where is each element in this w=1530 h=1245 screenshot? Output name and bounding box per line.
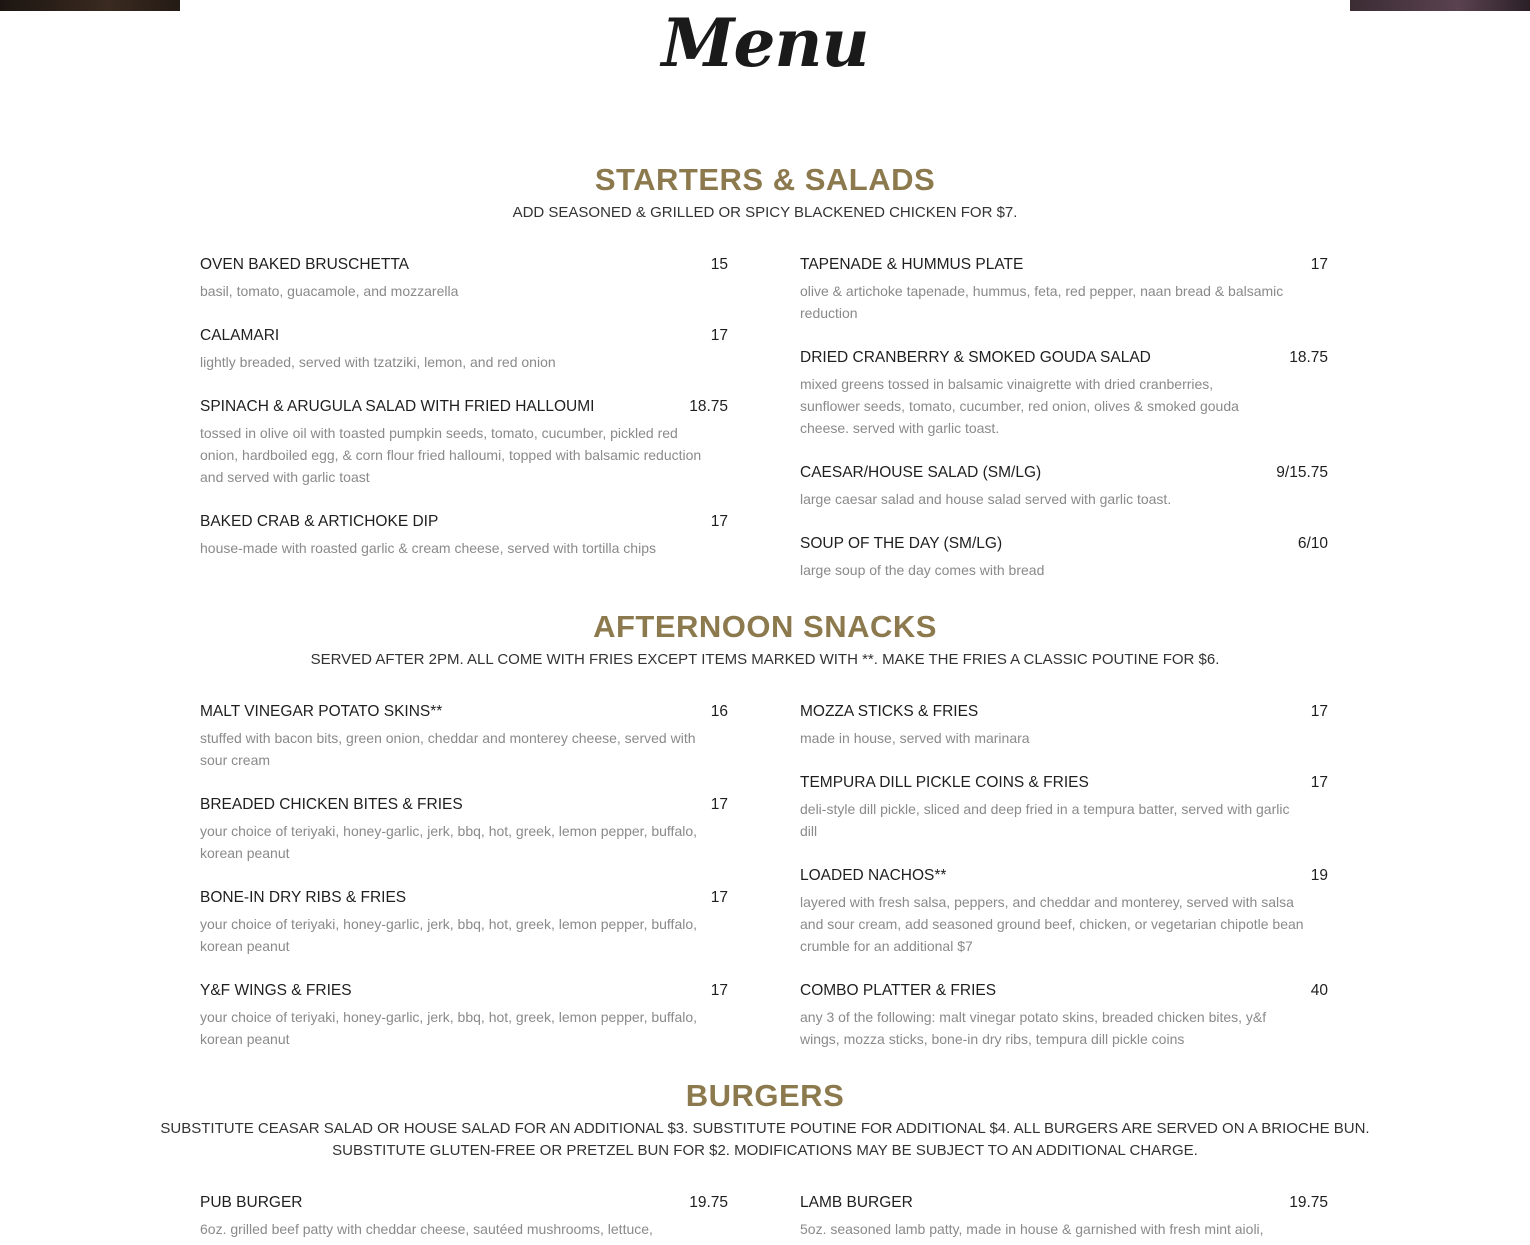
item-price: 19.75	[1289, 1194, 1328, 1211]
item-name: LAMB BURGER	[800, 1194, 913, 1211]
item-description: any 3 of the following: malt vinegar potato skins, breaded chicken bites, y&f wings, mozza sticks, bone-in dry ribs, tempura dill pickle coins	[800, 1009, 1267, 1047]
item-price: 40	[1310, 982, 1328, 999]
item-price: 17	[710, 982, 728, 999]
item-name: MOZZA STICKS & FRIES	[800, 703, 979, 720]
item-description: 5oz. seasoned lamb patty, made in house & garnished with fresh mint aioli,	[800, 1221, 1264, 1237]
menu-item	[800, 256, 1328, 324]
item-description: your choice of teriyaki, honey-garlic, jerk, bbq, hot, greek, lemon pepper, buffalo, korean peanut	[200, 823, 698, 861]
section-afternoon-snacks	[0, 609, 1530, 671]
item-name: LOADED NACHOS**	[800, 867, 947, 884]
item-name: BAKED CRAB & ARTICHOKE DIP	[200, 513, 439, 530]
item-description: made in house, served with marinara	[800, 730, 1030, 746]
item-name: SOUP OF THE DAY (SM/LG)	[800, 535, 1003, 552]
item-price: 17	[710, 796, 728, 813]
menu-column-right	[800, 703, 1328, 1050]
item-price: 17	[1310, 703, 1328, 720]
menu-column-right	[800, 1194, 1328, 1240]
item-price: 17	[710, 889, 728, 906]
item-description: deli-style dill pickle, sliced and deep fried in a tempura batter, served with garlic dill	[800, 801, 1290, 839]
menu-item	[200, 982, 728, 1050]
item-description: your choice of teriyaki, honey-garlic, jerk, bbq, hot, greek, lemon pepper, buffalo, korean peanut	[200, 916, 698, 954]
menu-item	[800, 1194, 1328, 1240]
menu-column-left	[200, 1194, 728, 1240]
item-name: OVEN BAKED BRUSCHETTA	[200, 256, 410, 273]
item-description: olive & artichoke tapenade, hummus, feta, red pepper, naan bread & balsamic reduction	[800, 283, 1284, 321]
item-description: basil, tomato, guacamole, and mozzarella	[200, 283, 459, 299]
menu-item	[200, 327, 728, 373]
page-title: Menu	[661, 4, 869, 82]
item-name: CALAMARI	[200, 327, 280, 344]
item-price: 16	[710, 703, 728, 720]
item-price: 18.75	[1289, 349, 1328, 366]
item-name: PUB BURGER	[200, 1194, 303, 1211]
menu-item	[200, 513, 728, 559]
item-price: 17	[710, 327, 728, 344]
menu-item	[800, 464, 1328, 510]
section-note: ADD SEASONED & GRILLED OR SPICY BLACKENED CHICKEN FOR $7.	[512, 204, 1018, 221]
item-price: 18.75	[689, 398, 728, 415]
item-description: layered with fresh salsa, peppers, and cheddar and monterey, served with salsa and sour cream, add seasoned ground beef, chicken, or vegetarian chipotle bean crumble for an additional $7	[800, 894, 1304, 954]
menu-item	[800, 535, 1328, 581]
item-price: 17	[1310, 774, 1328, 791]
menu-item	[200, 796, 728, 864]
menu-column-right	[800, 256, 1328, 581]
item-name: TAPENADE & HUMMUS PLATE	[800, 256, 1024, 273]
item-description: lightly breaded, served with tzatziki, lemon, and red onion	[200, 354, 556, 370]
menu-item	[200, 1194, 728, 1240]
section-burgers	[0, 1078, 1530, 1162]
item-price: 17	[710, 513, 728, 530]
menu-item	[800, 774, 1328, 842]
item-description: 6oz. grilled beef patty with cheddar cheese, sautéed mushrooms, lettuce,	[200, 1221, 653, 1237]
menu-item	[800, 867, 1328, 957]
item-price: 15	[710, 256, 728, 273]
menu-column-left	[200, 256, 728, 559]
item-description: your choice of teriyaki, honey-garlic, jerk, bbq, hot, greek, lemon pepper, buffalo, korean peanut	[200, 1009, 698, 1047]
item-name: BREADED CHICKEN BITES & FRIES	[200, 796, 463, 813]
item-name: COMBO PLATTER & FRIES	[800, 982, 997, 999]
menu-item	[200, 398, 728, 488]
item-price: 6/10	[1297, 535, 1328, 552]
item-name: DRIED CRANBERRY & SMOKED GOUDA SALAD	[800, 349, 1151, 366]
item-price: 19	[1310, 867, 1328, 884]
section-note: SUBSTITUTE CEASAR SALAD OR HOUSE SALAD FOR AN ADDITIONAL $3. SUBSTITUTE POUTINE FOR ADDITIONAL $4. ALL BURGERS ARE SERVED ON A BRIOCHE BUN.	[160, 1120, 1370, 1137]
section-starters-salads	[0, 162, 1530, 224]
item-name: MALT VINEGAR POTATO SKINS**	[200, 703, 443, 720]
menu-item	[200, 889, 728, 957]
item-price: 9/15.75	[1276, 464, 1328, 481]
menu-item	[200, 703, 728, 771]
menu-item	[800, 703, 1328, 749]
item-name: Y&F WINGS & FRIES	[200, 982, 352, 999]
section-title: BURGERS	[685, 1078, 845, 1113]
menu-item	[800, 982, 1328, 1050]
item-description: house-made with roasted garlic & cream cheese, served with tortilla chips	[200, 540, 656, 556]
section-title: STARTERS & SALADS	[594, 162, 936, 197]
item-price: 17	[1310, 256, 1328, 273]
item-name: CAESAR/HOUSE SALAD (SM/LG)	[800, 464, 1042, 481]
section-note: SUBSTITUTE GLUTEN-FREE OR PRETZEL BUN FOR $2. MODIFICATIONS MAY BE SUBJECT TO AN ADDITIONAL CHARGE.	[332, 1142, 1198, 1159]
item-name: BONE-IN DRY RIBS & FRIES	[200, 889, 407, 906]
item-description: large caesar salad and house salad served with garlic toast.	[800, 491, 1172, 507]
item-description: tossed in olive oil with toasted pumpkin seeds, tomato, cucumber, pickled red onion, hardboiled egg, & corn flour fried halloumi, topped with balsamic reduction and served with garlic toast	[200, 425, 702, 485]
item-description: mixed greens tossed in balsamic vinaigrette with dried cranberries, sunflower seeds, tomato, cucumber, red onion, olives & smoked gouda cheese. served with garlic toast.	[800, 376, 1239, 436]
menu-column-left	[200, 703, 728, 1050]
menu-item	[200, 256, 728, 302]
menu-item	[800, 349, 1328, 439]
item-description: stuffed with bacon bits, green onion, cheddar and monterey cheese, served with sour cream	[200, 730, 696, 768]
section-note: SERVED AFTER 2PM. ALL COME WITH FRIES EXCEPT ITEMS MARKED WITH **. MAKE THE FRIES A CLASSIC POUTINE FOR $6.	[310, 651, 1220, 668]
item-name: SPINACH & ARUGULA SALAD WITH FRIED HALLOUMI	[200, 398, 595, 415]
item-description: large soup of the day comes with bread	[800, 562, 1045, 578]
item-name: TEMPURA DILL PICKLE COINS & FRIES	[800, 774, 1089, 791]
section-title: AFTERNOON SNACKS	[593, 609, 937, 644]
item-price: 19.75	[689, 1194, 728, 1211]
